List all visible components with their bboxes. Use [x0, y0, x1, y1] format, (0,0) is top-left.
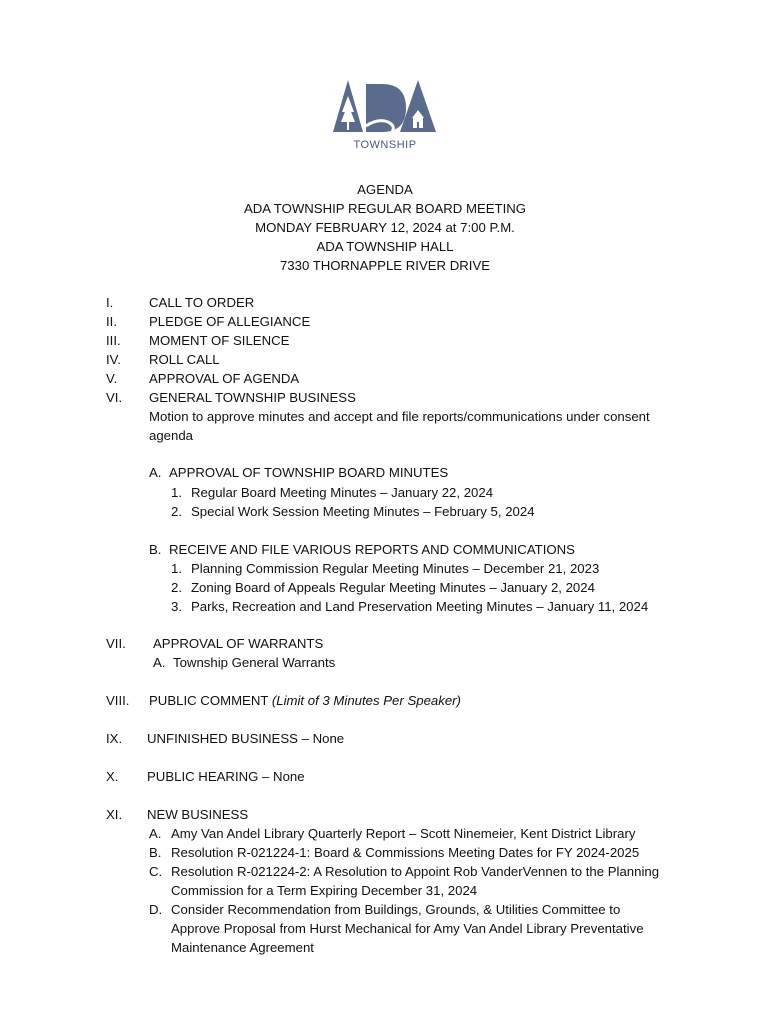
- subitem-label: A.: [149, 465, 162, 480]
- subitem-6a-2: 2. Special Work Session Meeting Minutes – February 5, 2024: [171, 504, 535, 519]
- item-number: VI.: [106, 390, 123, 405]
- item-title: APPROVAL OF AGENDA: [149, 371, 300, 386]
- subitem-6b-3: 3. Parks, Recreation and Land Preservation Meeting Minutes – January 11, 2024: [171, 599, 649, 614]
- subitem-title: RECEIVE AND FILE VARIOUS REPORTS AND COMMUNICATIONS: [169, 542, 575, 557]
- item-number: IX.: [106, 731, 123, 746]
- subitem-label: B.: [149, 542, 162, 557]
- subitem-title: APPROVAL OF TOWNSHIP BOARD MINUTES: [169, 465, 449, 480]
- item-title: PLEDGE OF ALLEGIANCE: [149, 314, 311, 329]
- item-title: GENERAL TOWNSHIP BUSINESS: [149, 390, 356, 405]
- item-number: X.: [106, 769, 119, 784]
- subitem-6b-1: 1. Planning Commission Regular Meeting Minutes – December 21, 2023: [171, 561, 600, 576]
- subitem-11c: C. Resolution R-021224-2: A Resolution to Appoint Rob VanderVennen to the Planning: [149, 864, 660, 879]
- item-title: UNFINISHED BUSINESS – None: [147, 731, 345, 746]
- subitem-11d: D. Consider Recommendation from Buildings, Grounds, & Utilities Committee to: [149, 902, 621, 917]
- agenda-header: [0, 180, 770, 275]
- subitem-6b-2: 2. Zoning Board of Appeals Regular Meeting Minutes – January 2, 2024: [171, 580, 595, 595]
- header-address: 7330 THORNAPPLE RIVER DRIVE: [279, 258, 491, 273]
- speaker-limit-note: (Limit of 3 Minutes Per Speaker): [271, 693, 461, 708]
- item-number: II.: [106, 314, 117, 329]
- logo-subtitle: TOWNSHIP: [353, 139, 417, 151]
- ada-township-logo: [330, 76, 440, 156]
- header-title: AGENDA: [357, 182, 413, 197]
- item-number: I.: [106, 295, 114, 310]
- subitem-11a: A. Amy Van Andel Library Quarterly Report – Scott Ninemeier, Kent District Library: [149, 826, 636, 841]
- subitem-6a: [149, 463, 448, 482]
- item-number: VII.: [106, 636, 126, 651]
- item-title: ROLL CALL: [149, 352, 220, 367]
- item-title: CALL TO ORDER: [149, 295, 255, 310]
- subitem-7a: A. Township General Warrants: [153, 655, 336, 670]
- subitem-11d-cont-2: Maintenance Agreement: [171, 940, 314, 955]
- header-meeting: ADA TOWNSHIP REGULAR BOARD MEETING: [243, 201, 527, 216]
- ada-logo-icon: [330, 76, 440, 136]
- item-number: VIII.: [106, 693, 130, 708]
- header-location: ADA TOWNSHIP HALL: [316, 239, 454, 254]
- item-title: APPROVAL OF WARRANTS: [153, 636, 324, 651]
- item-number: III.: [106, 333, 121, 348]
- subitem-6a-1: 1. Regular Board Meeting Minutes – January 22, 2024: [171, 485, 494, 500]
- item-number: XI.: [106, 807, 123, 822]
- item-title: PUBLIC HEARING – None: [147, 769, 305, 784]
- subitem-11d-cont-1: Approve Proposal from Hurst Mechanical for Amy Van Andel Library Preventative: [171, 921, 644, 936]
- subitem-6b: [149, 540, 575, 559]
- subitem-11b: B. Resolution R-021224-1: Board & Commissions Meeting Dates for FY 2024-2025: [149, 845, 640, 860]
- item-title: MOMENT OF SILENCE: [149, 333, 290, 348]
- agenda-page: TOWNSHIP AGENDA ADA TOWNSHIP REGULAR BOARD MEETING MONDAY FEBRUARY 12, 2024 at 7:00 P.M. ADA TOWNSHIP HALL 7330 THORNAPPLE RIVER DRIVE I. CALL TO ORDER II. PLEDGE OF ALLEGIANCE III. MOMENT OF SILENCE IV. ROLL CALL V. APPROVAL OF AGENDA VI. GENERAL TOWNSHIP BUSINESS Motion to approve minutes and accept and file reports/communications under consent agenda A. APPROVAL OF TOWNSHIP BOARD MINUTES 1. Regular Board Meeting Minutes – January 22, 2024 2. Special Work Session Meeting Minutes – February 5, 2024 B. RECEIVE AND FILE VARIOUS REPORTS AND COMMUNICATIONS 1. Planning Commission Regular Meeting Minutes – December 21, 2023 2. Zoning Board of Appeals Regular Meeting Minutes – January 2, 2024 3. Parks, Recreation and Land Preservation Meeting Minutes – January 11, 2024 VII. APPROVAL OF WARRANTS A. Township General Warrants VIII. PUBLIC COMMENT (Limit of 3 Minutes Per Speaker) IX. UNFINISHED BUSINESS – None X. PUBLIC HEARING – None XI. NEW BUSINESS A. Amy Van Andel Library Quarterly Report – Scott Ninemeier, Kent District Library B. Resolution R-021224-1: Board & Commissions Meeting Dates for FY 2024-2025 C. Resolution R-021224-2: A Resolution to Appoint Rob VanderVennen to the Planning Commission for a Term Expiring December 31, 2024 D. Consider Recommendation from Buildings, Grounds, & Utilities Committee to Approve Proposal from Hurst Mechanical for Amy Van Andel Library Preventative Maintenance Agreement: [0, 0, 770, 1024]
- item-number: IV.: [106, 352, 121, 367]
- header-date: MONDAY FEBRUARY 12, 2024 at 7:00 P.M.: [255, 220, 515, 235]
- subitem-11c-cont: Commission for a Term Expiring December 31, 2024: [171, 883, 478, 898]
- item-number: V.: [106, 371, 118, 386]
- item-title: NEW BUSINESS: [147, 807, 249, 822]
- item-title: PUBLIC COMMENT (Limit of 3 Minutes Per Speaker): [149, 693, 461, 708]
